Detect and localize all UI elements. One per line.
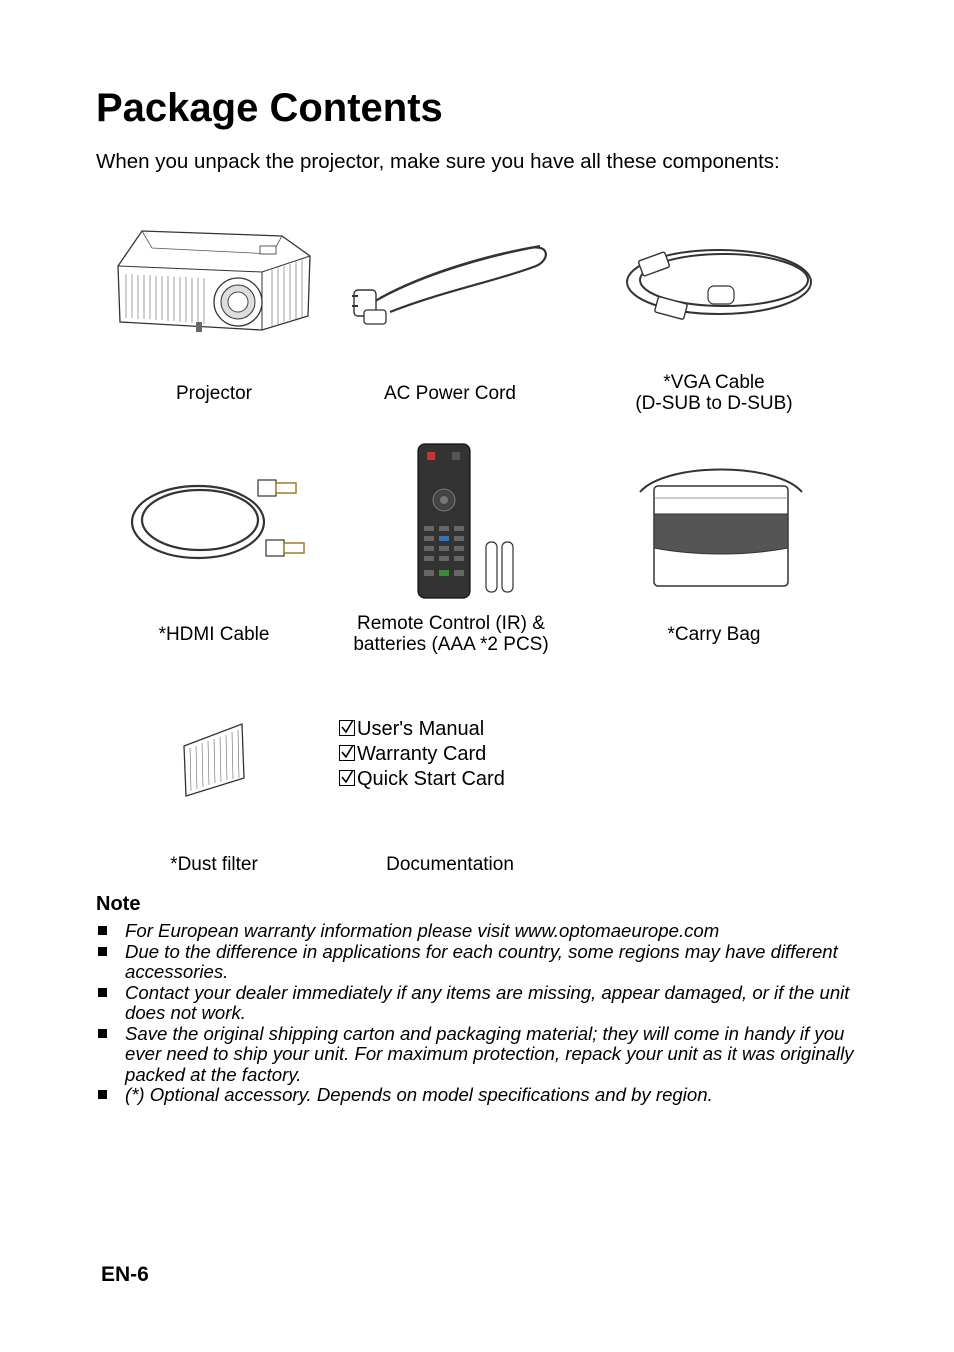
power-cord-illustration [350,240,550,326]
checkbox-checked-icon [339,745,355,761]
caption-documentation: Documentation [386,854,514,875]
note-item [96,983,876,1024]
square-bullet-icon [98,988,107,997]
page-title: Package Contents [96,86,443,130]
note-item [96,1024,876,1086]
checkbox-checked-icon [339,770,355,786]
square-bullet-icon [98,1090,107,1099]
carry-bag-illustration [636,462,806,590]
vga-cable-illustration [614,236,814,330]
note-item [96,942,876,983]
caption-hdmi-cable: *HDMI Cable [158,624,270,645]
note-list [96,921,876,1106]
caption-projector: Projector [175,383,253,404]
dust-filter-illustration [176,718,252,800]
doc-item [339,767,505,792]
caption-remote-line2: batteries (AAA *2 PCS) [353,634,549,655]
caption-vga-cable [604,372,824,414]
square-bullet-icon [98,1029,107,1038]
remote-control-illustration [416,442,528,600]
page-number: EN-6 [101,1263,149,1286]
caption-vga-line2: (D-SUB to D-SUB) [635,393,793,414]
intro-text: When you unpack the projector, make sure you have all these components: [96,150,780,173]
note-heading: Note [96,893,141,915]
caption-remote-control [330,613,572,655]
documentation-list [339,717,505,792]
note-item-text: For European warranty information please visit www.optomaeurope.com [125,920,720,941]
caption-carry-bag: *Carry Bag [667,624,761,645]
caption-ac-power-cord: AC Power Cord [384,383,516,404]
projector-illustration [112,226,314,336]
caption-dust-filter: *Dust filter [170,854,258,875]
caption-vga-line1: *VGA Cable [663,372,765,393]
checkbox-checked-icon [339,720,355,736]
doc-item-label: Warranty Card [357,743,487,765]
note-item-text: (*) Optional accessory. Depends on model specifications and by region. [125,1084,713,1105]
note-item-text: Contact your dealer immediately if any items are missing, appear damaged, or if the unit does not work. [125,981,850,1023]
note-item [96,1085,876,1106]
square-bullet-icon [98,926,107,935]
doc-item [339,717,505,742]
doc-item-label: User's Manual [357,718,485,740]
caption-remote-line1: Remote Control (IR) & [357,613,545,634]
note-item-text: Due to the difference in applications for each country, some regions may have different accessories. [125,940,838,982]
note-item [96,921,876,942]
hdmi-cable-illustration [126,470,306,570]
doc-item [339,742,505,767]
square-bullet-icon [98,947,107,956]
note-item-text: Save the original shipping carton and packaging material; they will come in handy if you ever need to ship your unit. For maximum protection, repack your unit as it was originally packed at the factory. [125,1022,854,1085]
doc-item-label: Quick Start Card [357,768,505,790]
